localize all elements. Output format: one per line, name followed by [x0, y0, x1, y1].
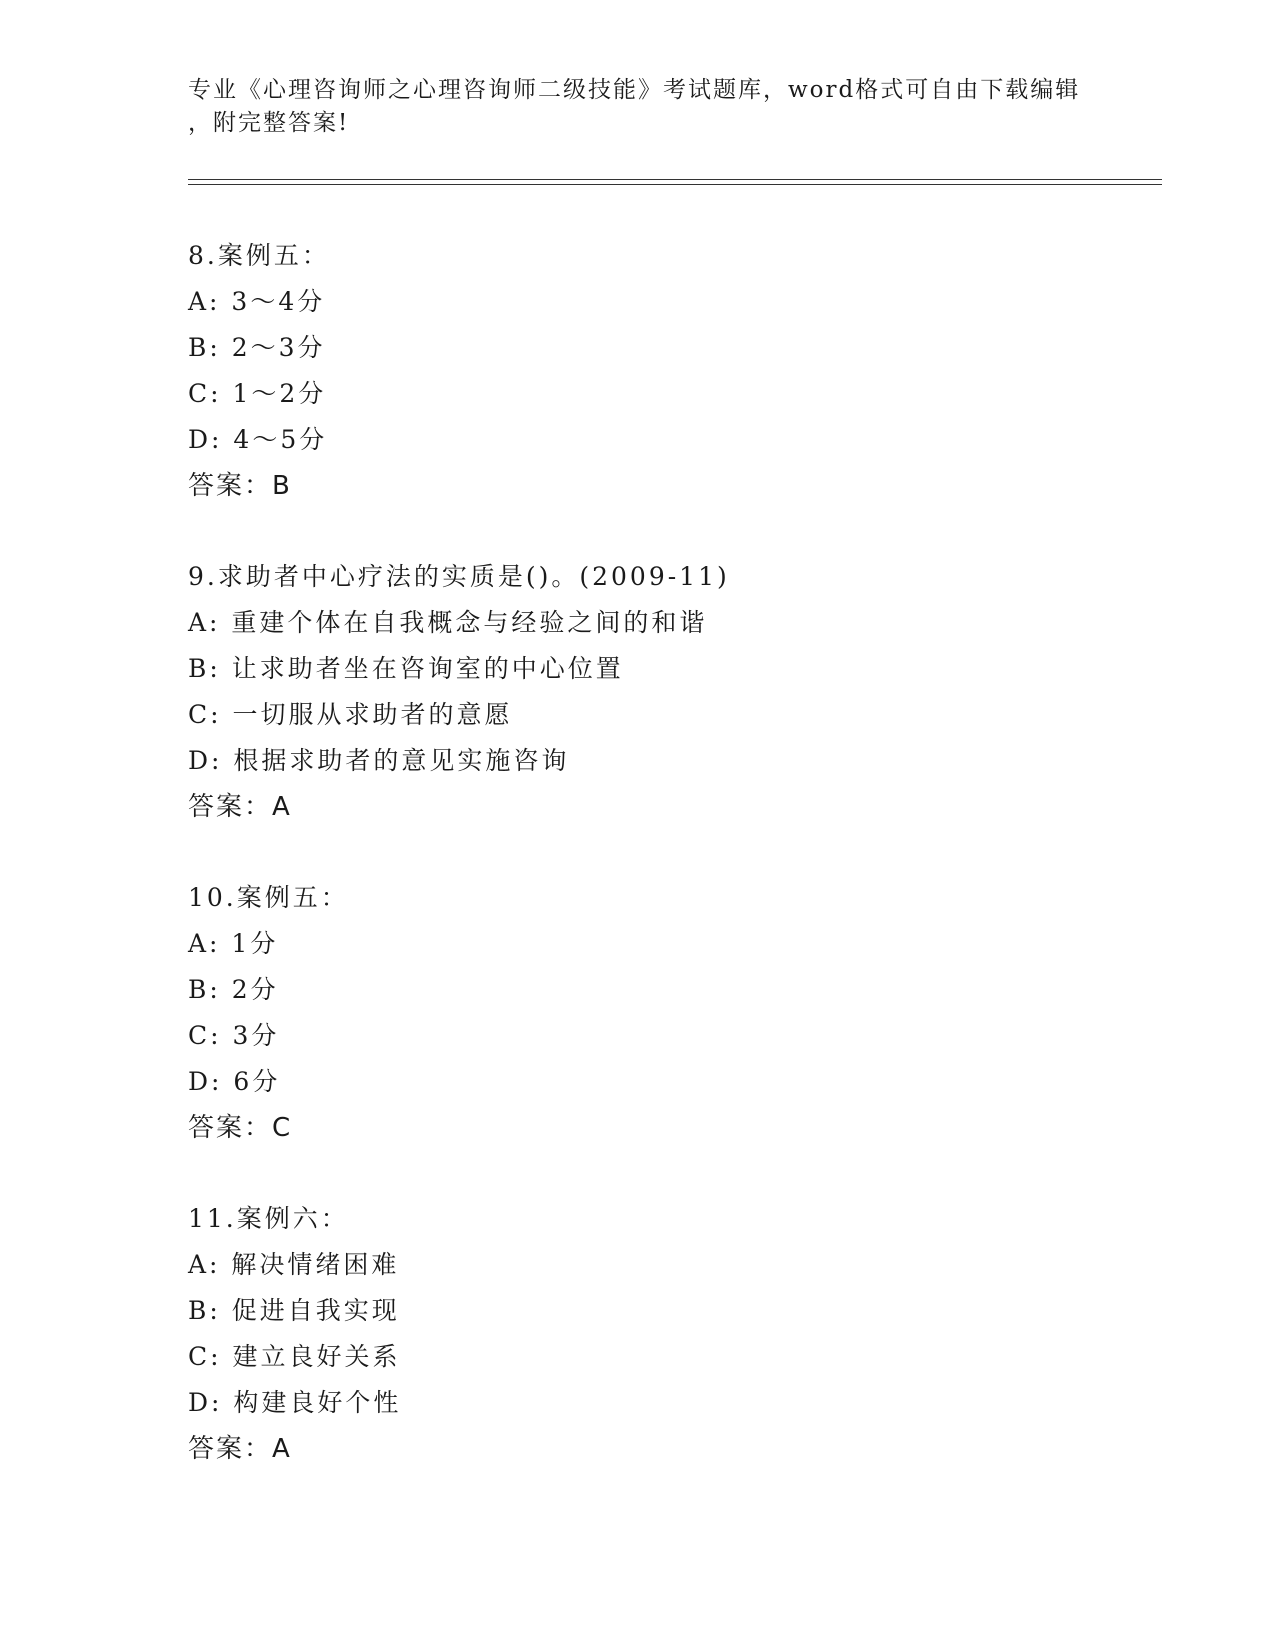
header-divider-top [188, 179, 1162, 180]
question-11 [188, 1196, 1088, 1472]
header-line-1: 专业《心理咨询师之心理咨询师二级技能》考试题库，word格式可自由下载编辑 [188, 77, 1081, 103]
option-d: D: 4～5分 [188, 425, 328, 454]
option-d: D: 6分 [188, 1067, 281, 1096]
question-title: 10.案例五： [188, 883, 349, 912]
answer-line: 答案：C [188, 1113, 293, 1143]
option-c: C: 建立良好关系 [188, 1342, 401, 1371]
answer-line: 答案：A [188, 1434, 292, 1464]
option-b: B: 让求助者坐在咨询室的中心位置 [188, 654, 624, 683]
header-divider-bottom [188, 184, 1162, 185]
question-title: 11.案例六： [188, 1204, 349, 1233]
option-a: A: 解决情绪困难 [188, 1250, 400, 1279]
option-b: B: 2分 [188, 975, 279, 1004]
option-d: D: 根据求助者的意见实施咨询 [188, 746, 570, 775]
document-header [188, 74, 1088, 140]
option-d: D: 构建良好个性 [188, 1388, 402, 1417]
option-c: C: 1～2分 [188, 379, 327, 408]
option-a: A: 重建个体在自我概念与经验之间的和谐 [188, 608, 708, 637]
question-title: 8.案例五： [188, 241, 330, 270]
header-line-2: ，附完整答案! [188, 110, 350, 136]
option-b: B: 促进自我实现 [188, 1296, 400, 1325]
answer-line: 答案：A [188, 792, 292, 822]
option-b: B: 2～3分 [188, 333, 326, 362]
answer-line: 答案：B [188, 471, 292, 501]
question-title: 9.求助者中心疗法的实质是()。(2009-11) [188, 562, 730, 591]
option-a: A: 3～4分 [188, 287, 326, 316]
option-a: A: 1分 [188, 929, 279, 958]
option-c: C: 一切服从求助者的意愿 [188, 700, 513, 729]
question-9 [188, 554, 1088, 830]
option-c: C: 3分 [188, 1021, 280, 1050]
question-8 [188, 233, 1088, 509]
question-10 [188, 875, 1088, 1151]
